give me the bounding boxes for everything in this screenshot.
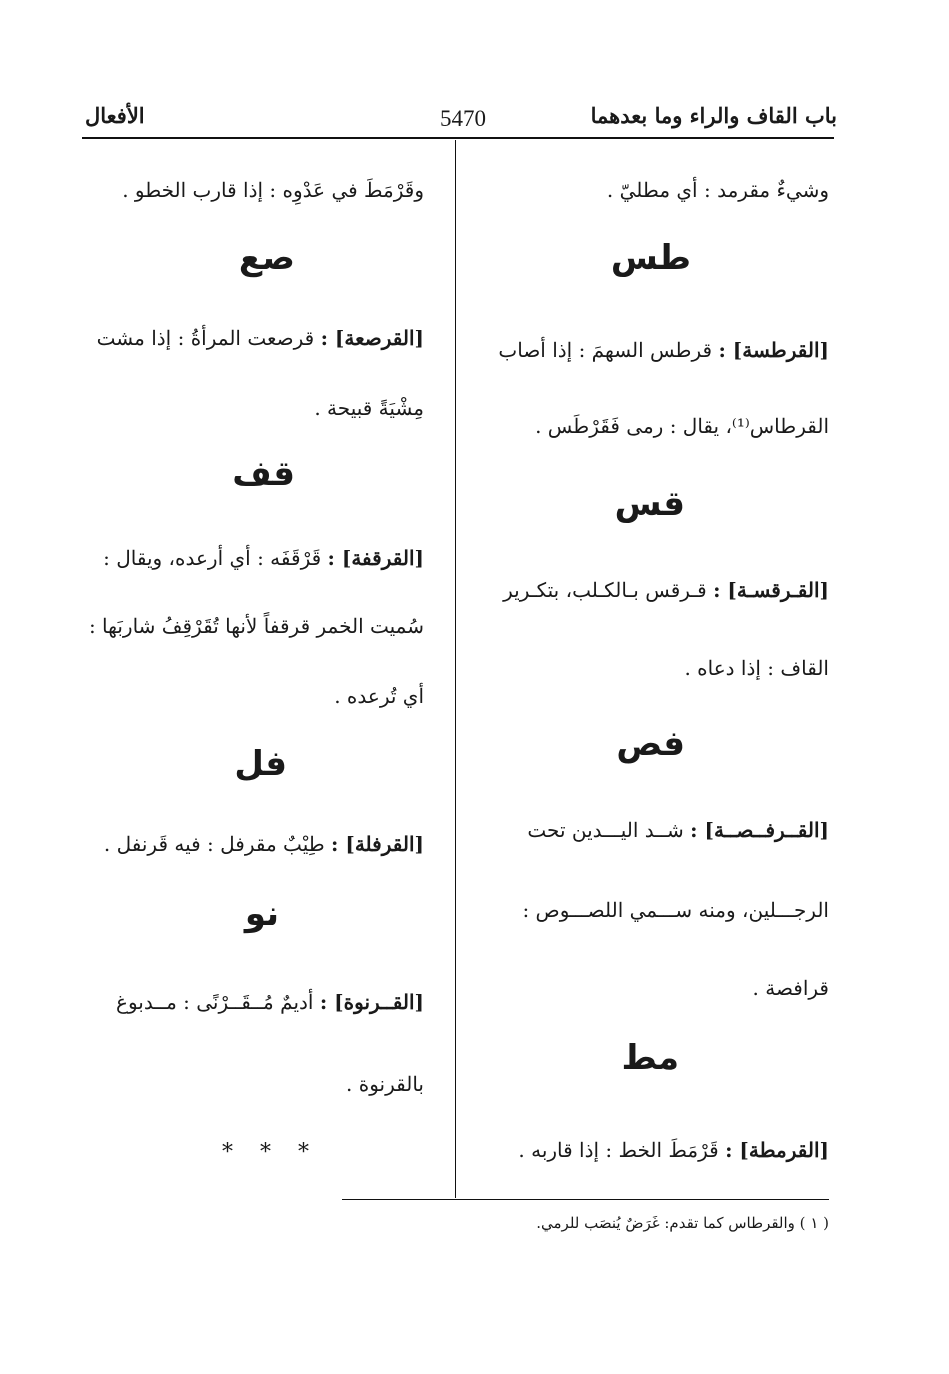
footnote-rule <box>342 1199 829 1200</box>
entry-keyword: [القـرقسـة] : <box>713 578 829 602</box>
entry-qarsaa-cont: مِشْيَةً قبيحة . <box>314 396 424 420</box>
entry-text: طِيْبٌ مقرفل : فيه قَرنفل . <box>103 832 332 856</box>
page-number: 5470 <box>440 106 486 131</box>
entry-keyword: [القرمطة] : <box>725 1138 829 1162</box>
root-heading-fs: فص <box>616 724 685 764</box>
entry-keyword: [القــرفــصــة] : <box>690 818 829 842</box>
entry-text: قرصعت المرأةُ : إذا مشت <box>96 326 321 350</box>
entry-text: قَرْقَفَه : أي أرعده، ويقال : <box>103 546 328 570</box>
entry-qarqasa-cont: القاف : إذا دعاه . <box>684 656 829 680</box>
entry-keyword: [القــرنوة] : <box>319 990 424 1014</box>
root-heading-qf: قف <box>232 454 295 494</box>
entry-qarnuwa <box>116 990 424 1014</box>
entry-keyword: [القرفلة] : <box>331 832 424 856</box>
root-heading-sa: صع <box>238 238 295 278</box>
entry-qarfasa-cont: الرجـــلين، ومنه ســـمي اللصـــوص : <box>522 898 829 922</box>
entry-qarmata <box>518 1138 829 1162</box>
entry-qarsaa <box>97 326 424 350</box>
root-heading-mt: مط <box>621 1038 679 1078</box>
right-line-1: وشيءٌ مقرمد : أي مطليّ . <box>606 178 829 202</box>
entry-qartasa <box>498 338 829 362</box>
section-end-stars: * * * <box>222 1140 319 1165</box>
entry-text: شــد اليـــدين تحت <box>527 818 691 842</box>
entry-text: أديمٌ مُــقَــرْنًى : مــدبوغ <box>116 990 320 1014</box>
header-section-title: الأفعال <box>85 103 145 128</box>
entry-qarfala <box>104 832 424 856</box>
entry-qarqafa-cont-2: أي تُرعده . <box>334 684 424 708</box>
column-divider <box>455 140 456 1198</box>
entry-keyword: [القرصعة] : <box>320 326 424 350</box>
entry-keyword: [القرقفة] : <box>327 546 424 570</box>
entry-qarfasa <box>527 818 829 842</box>
root-heading-fl: فل <box>234 744 287 784</box>
entry-qartasa-cont: القرطاس⁽¹⁾، يقال : رمى فَقَرْطَس . <box>535 414 829 438</box>
root-heading-qs: قس <box>614 484 685 524</box>
entry-qarqafa <box>103 546 424 570</box>
header-chapter-title: باب القاف والراء وما بعدهما <box>590 103 837 128</box>
entry-qarqasa <box>503 578 829 602</box>
root-heading-ts: طس <box>610 238 691 278</box>
entry-qarnuwa-cont: بالقرنوة . <box>346 1072 424 1096</box>
header-rule <box>82 137 834 139</box>
entry-text: قـرقس بـالكـلب، بتكـرير <box>503 578 714 602</box>
entry-text: قَرْمَطَ الخط : إذا قاربه . <box>518 1138 726 1162</box>
footnote: ( ١ ) والقرطاس كما تقدم: غَرَضٌ يُنصَب للرمي. <box>536 1214 829 1232</box>
entry-keyword: [القرطسة] : <box>718 338 829 362</box>
entry-qarqafa-cont: سُميت الخمر قرقفاً لأنها تُقَرْقِفُ شاربَها : <box>88 614 424 638</box>
entry-qarfasa-cont-2: قرافصة . <box>752 976 829 1000</box>
entry-text: قرطس السهمَ : إذا أصاب <box>498 338 719 362</box>
root-heading-nw: نو <box>244 894 279 934</box>
left-line-1: وقَرْمَطَ في عَدْوِه : إذا قارب الخطو . <box>122 178 424 202</box>
